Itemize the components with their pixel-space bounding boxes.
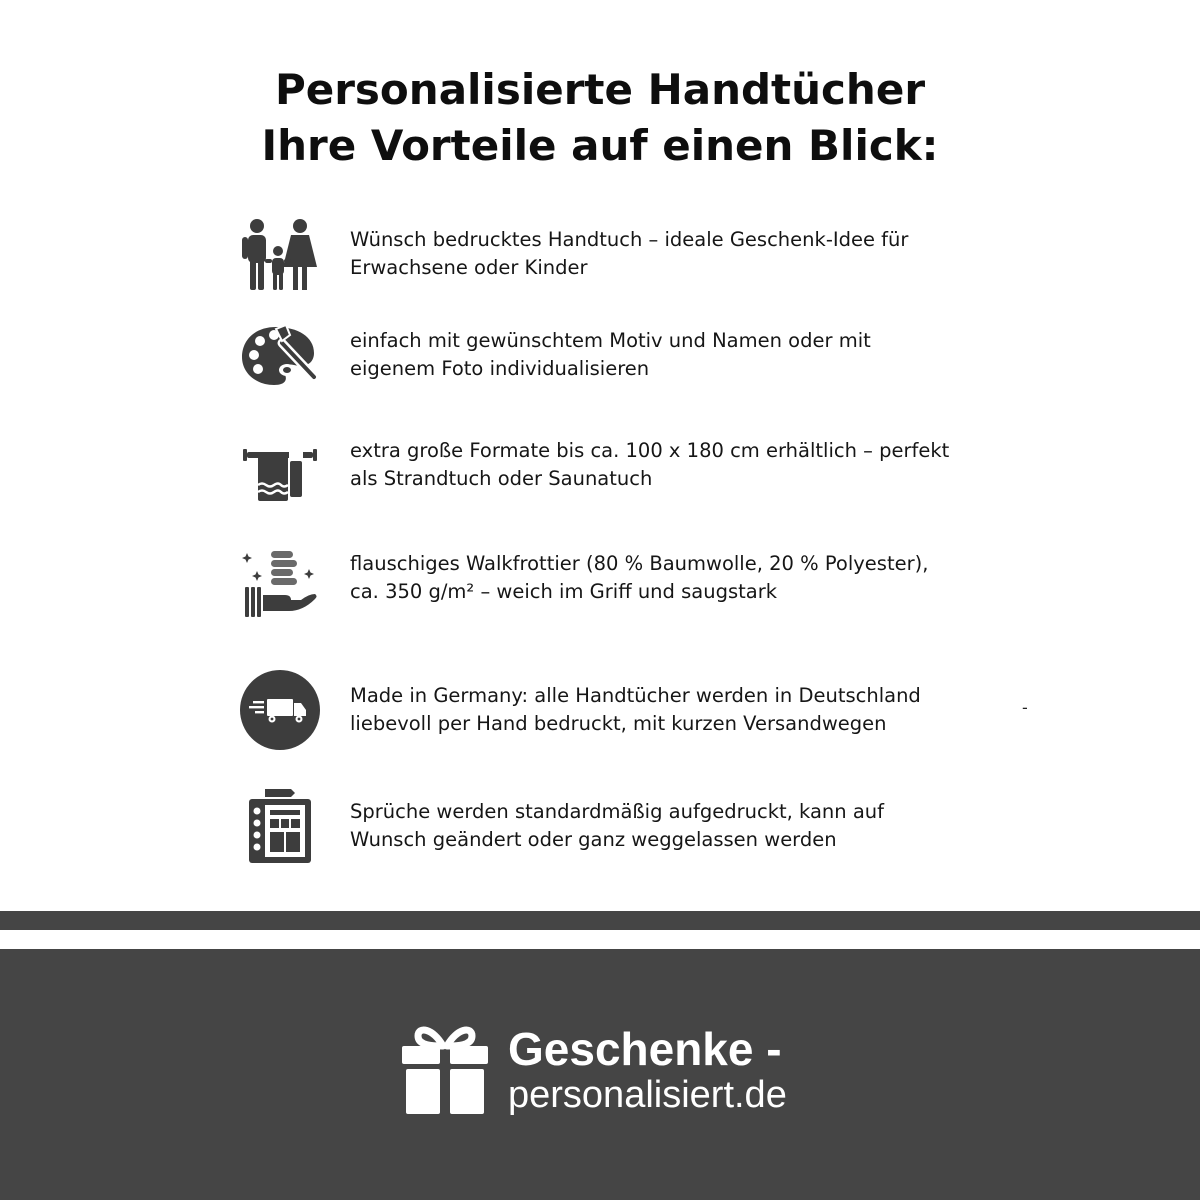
feature-4-line-1: flauschiges Walkfrottier (80 % Baumwolle, 20 % Polyester), <box>350 552 929 575</box>
feature-text-5 <box>350 682 990 738</box>
feature-6-line-2: Wunsch geändert oder ganz weggelassen werden <box>350 828 837 851</box>
paint-palette-icon <box>238 314 322 398</box>
feature-text-4 <box>350 550 990 606</box>
delivery-truck-icon <box>238 668 322 752</box>
brand-logo[interactable] <box>400 1020 787 1120</box>
feature-5-line-2: liebevoll per Hand bedruckt, mit kurzen Versandwegen <box>350 712 887 735</box>
soft-towels-hand-icon <box>238 545 322 629</box>
feature-2-line-2: eigenem Foto individualisieren <box>350 357 650 380</box>
feature-1-line-1: Wünsch bedrucktes Handtuch – ideale Geschenk-Idee für <box>350 228 909 251</box>
brand-line-2: personalisiert.de <box>508 1074 787 1116</box>
print-design-icon <box>238 784 322 868</box>
brand-name <box>508 1024 787 1116</box>
feature-text-3 <box>350 437 990 493</box>
towel-rack-icon <box>238 432 322 516</box>
feature-3-line-1: extra große Formate bis ca. 100 x 180 cm erhältlich – perfekt <box>350 439 950 462</box>
feature-text-1 <box>350 226 990 282</box>
feature-5-line-1: Made in Germany: alle Handtücher werden in Deutschland <box>350 684 921 707</box>
family-icon <box>238 213 322 297</box>
title-line-2: Ihre Vorteile auf einen Blick: <box>261 121 939 170</box>
stray-mark: - <box>1022 698 1028 717</box>
feature-text-6 <box>350 798 990 854</box>
feature-6-line-1: Sprüche werden standardmäßig aufgedruckt, kann auf <box>350 800 885 823</box>
title-line-1: Personalisierte Handtücher <box>274 65 926 114</box>
page-title <box>0 62 1200 174</box>
feature-4-line-2: ca. 350 g/m² – weich im Griff und saugstark <box>350 580 778 603</box>
feature-2-line-1: einfach mit gewünschtem Motiv und Namen oder mit <box>350 329 871 352</box>
divider-band <box>0 911 1200 930</box>
feature-3-line-2: als Strandtuch oder Saunatuch <box>350 467 653 490</box>
feature-1-line-2: Erwachsene oder Kinder <box>350 256 588 279</box>
feature-text-2 <box>350 327 990 383</box>
gift-box-icon <box>400 1022 490 1118</box>
brand-line-1: Geschenke - <box>508 1023 782 1075</box>
